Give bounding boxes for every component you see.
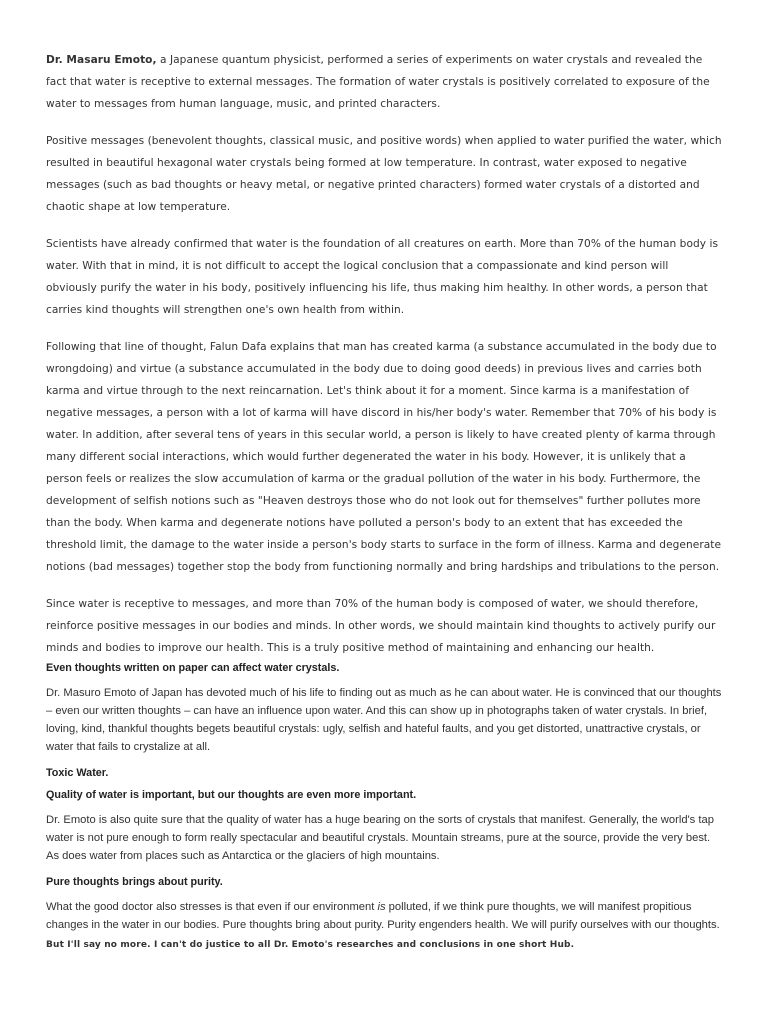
heading-toxic-water: Toxic Water. bbox=[46, 767, 109, 779]
paragraph-water-quality: Dr. Emoto is also quite sure that the quality of water has a huge bearing on the sorts of crystals that manifest. Generally, the world's tap water is not pure enough to form really spectacular and beautiful crystals. Mountain streams, pure at the source, provide the very best. As does water from places such as Antarctica or the glaciers of high mountains. bbox=[46, 814, 714, 862]
heading-thoughts-on-paper: Even thoughts written on paper can affect water crystals. bbox=[46, 662, 340, 674]
paragraph-karma: Following that line of thought, Falun Dafa explains that man has created karma (a substance accumulated in the body due to wrongdoing) and virtue (a substance accumulated in the body due to doing good deeds) in previous lives and carries both karma and virtue through to the next reincarnation. Let's think about it for a moment. Since karma is a manifestation of negative messages, a person with a lot of karma will have discord in his/her body's water. Remember that 70% of his body is water. In addition, after several tens of years in this secular world, a person is likely to have created plenty of karma through many different social interactions, which would further degenerated the water in his body. However, it is unlikely that a person feels or realizes the slow accumulation of karma or the gradual pollution of the water in his body. Furthermore, the development of selfish notions such as "Heaven destroys those who do not look out for themselves" further pollutes more than the body. When karma and degenerate notions have polluted a person's body to an extent that has exceeded the threshold limit, the damage to the water inside a person's body starts to surface in the form of illness. Karma and degenerate notions (bad messages) together stop the body from functioning normally and bring hardships and tribulations to the person. bbox=[46, 341, 722, 573]
emphasis-is: is bbox=[377, 901, 386, 913]
article bbox=[46, 49, 722, 954]
paragraph-intro bbox=[46, 49, 722, 115]
paragraph-emoto-devoted: Dr. Masuro Emoto of Japan has devoted much of his life to finding out as much as he can about water. He is convinced that our thoughts – even our written thoughts – can have an influence upon water. And this can show up in photographs taken of water crystals. In brief, loving, kind, thankful thoughts begets beautiful crystals: ugly, selfish and hateful faults, and you get distorted, unattractive crystals, or water that fails to crystalize at all. bbox=[46, 687, 722, 753]
paragraph-intro-text: a Japanese quantum physicist, performed a series of experiments on water crystals and revealed the fact that water is receptive to external messages. The formation of water crystals is positively correlated to exposure of the water to messages from human language, music, and printed characters. bbox=[46, 54, 710, 110]
paragraph-scientists: Scientists have already confirmed that water is the foundation of all creatures on earth. More than 70% of the human body is water. With that in mind, it is not difficult to accept the logical conclusion that a compassionate and kind person will obviously purify the water in his body, positively influencing his life, thus making him healthy. In other words, a person that carries kind thoughts will strengthen one's own health from within. bbox=[46, 238, 719, 316]
paragraph-pure-thoughts-tail: But I'll say no more. I can't do justice to all Dr. Emoto's researches and conclusions in one short Hub. bbox=[46, 940, 575, 950]
paragraph-reinforce: Since water is receptive to messages, and more than 70% of the human body is composed of water, we should therefore, reinforce positive messages in our bodies and minds. In other words, we should maintain kind thoughts to actively purify our minds and bodies to improve our health. This is a truly positive method of maintaining and enhancing our health. bbox=[46, 598, 716, 654]
author-name: Dr. Masaru Emoto, bbox=[46, 54, 157, 66]
paragraph-pure-thoughts-text-2: polluted, if we think pure thoughts, we will manifest propitious changes in the water in our bodies. Pure thoughts bring about purity. Purity engenders health. We will purify ourselves with our thoughts. bbox=[46, 901, 720, 931]
paragraph-pure-thoughts-text-1: What the good doctor also stresses is that even if our environment bbox=[46, 901, 378, 913]
heading-pure-thoughts: Pure thoughts brings about purity. bbox=[46, 876, 223, 888]
paragraph-pure-thoughts bbox=[46, 898, 722, 954]
heading-quality-of-water: Quality of water is important, but our thoughts are even more important. bbox=[46, 789, 417, 801]
paragraph-positive-messages: Positive messages (benevolent thoughts, classical music, and positive words) when applied to water purified the water, which resulted in beautiful hexagonal water crystals being formed at low temperature. In contrast, water exposed to negative messages (such as bad thoughts or heavy metal, or negative printed characters) formed water crystals of a distorted and chaotic shape at low temperature. bbox=[46, 135, 722, 213]
